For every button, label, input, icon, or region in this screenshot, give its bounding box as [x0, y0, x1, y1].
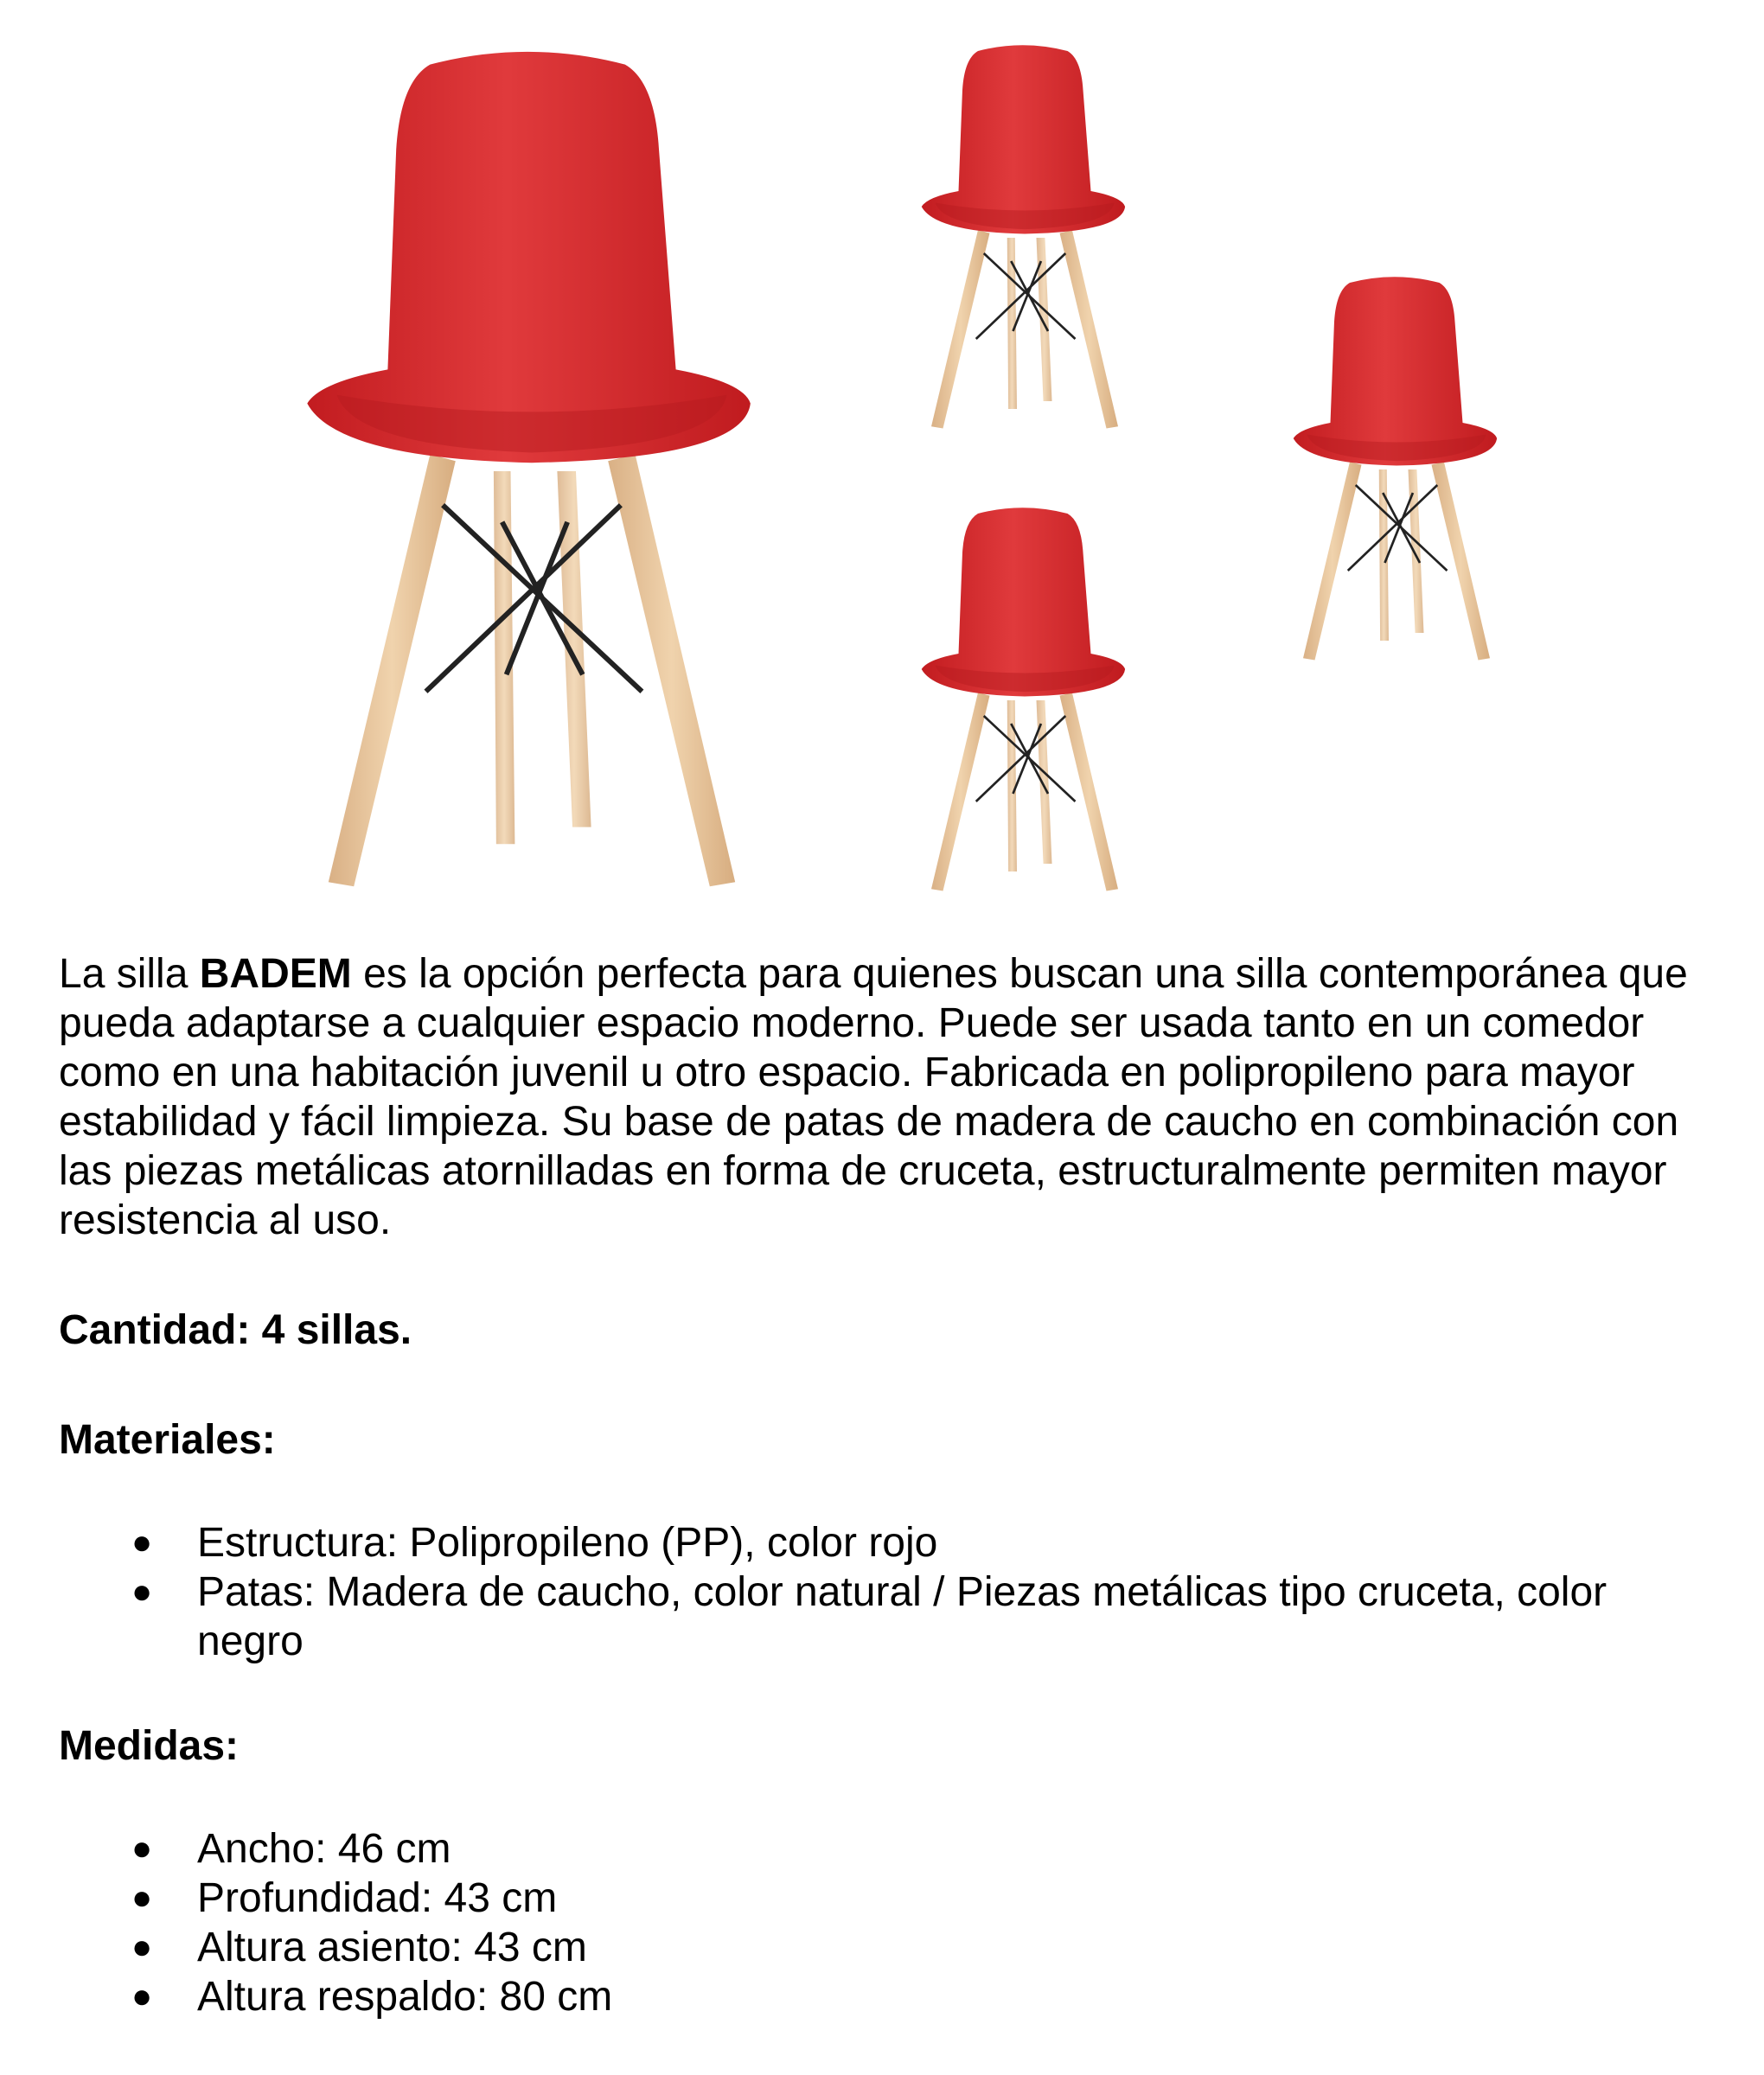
list-item	[59, 1972, 1710, 2021]
measures-list	[59, 1824, 1710, 2021]
list-item-text: Profundidad: 43 cm	[197, 1875, 558, 1921]
intro-paragraph	[59, 949, 1710, 1245]
intro-text-rest: es la opción perfecta para quienes buscan una silla contemporánea que pueda adaptarse a cualquier espacio moderno. Puede ser usada tanto en un comedor como en una habitación juvenil u otro espacio. Fabricada en polipropileno para mayor estabilidad y fácil limpieza. Su base de patas de madera de caucho en combinación con las piezas metálicas atornilladas en forma de cruceta, estructuralmente permiten mayor resistencia al uso.	[59, 951, 1688, 1243]
list-item-text: Ancho: 46 cm	[197, 1826, 451, 1872]
bullet-icon: ●	[131, 1829, 153, 1868]
list-item	[59, 1824, 1710, 1874]
materials-list	[59, 1518, 1710, 1666]
bullet-icon: ●	[131, 1977, 153, 2015]
list-item	[59, 1518, 1710, 1567]
list-item-text: Estructura: Polipropileno (PP), color rojo	[197, 1520, 938, 1566]
chair-photo-small-3	[1271, 275, 1522, 664]
product-name: BADEM	[199, 951, 352, 997]
list-item-text: Patas: Madera de caucho, color natural / Piezas metálicas tipo cruceta, color negro	[197, 1569, 1607, 1664]
materials-heading: Materiales:	[59, 1417, 276, 1463]
list-item	[59, 1874, 1710, 1923]
measures-heading: Medidas:	[59, 1723, 240, 1769]
list-item-text: Altura asiento: 43 cm	[197, 1925, 587, 1970]
bullet-icon: ●	[131, 1523, 153, 1561]
chair-photo-large	[285, 48, 778, 895]
chair-photo-small-1	[899, 43, 1150, 432]
bullet-icon: ●	[131, 1928, 153, 1966]
product-description	[59, 949, 1710, 2021]
list-item-text: Altura respaldo: 80 cm	[197, 1974, 613, 2020]
quantity-line: Cantidad: 4 sillas.	[59, 1307, 412, 1353]
list-item	[59, 1567, 1710, 1666]
bullet-icon: ●	[131, 1573, 153, 1611]
list-item	[59, 1923, 1710, 1972]
intro-text-start: La silla	[59, 951, 200, 997]
chair-photo-small-2	[899, 506, 1150, 895]
bullet-icon: ●	[131, 1879, 153, 1917]
